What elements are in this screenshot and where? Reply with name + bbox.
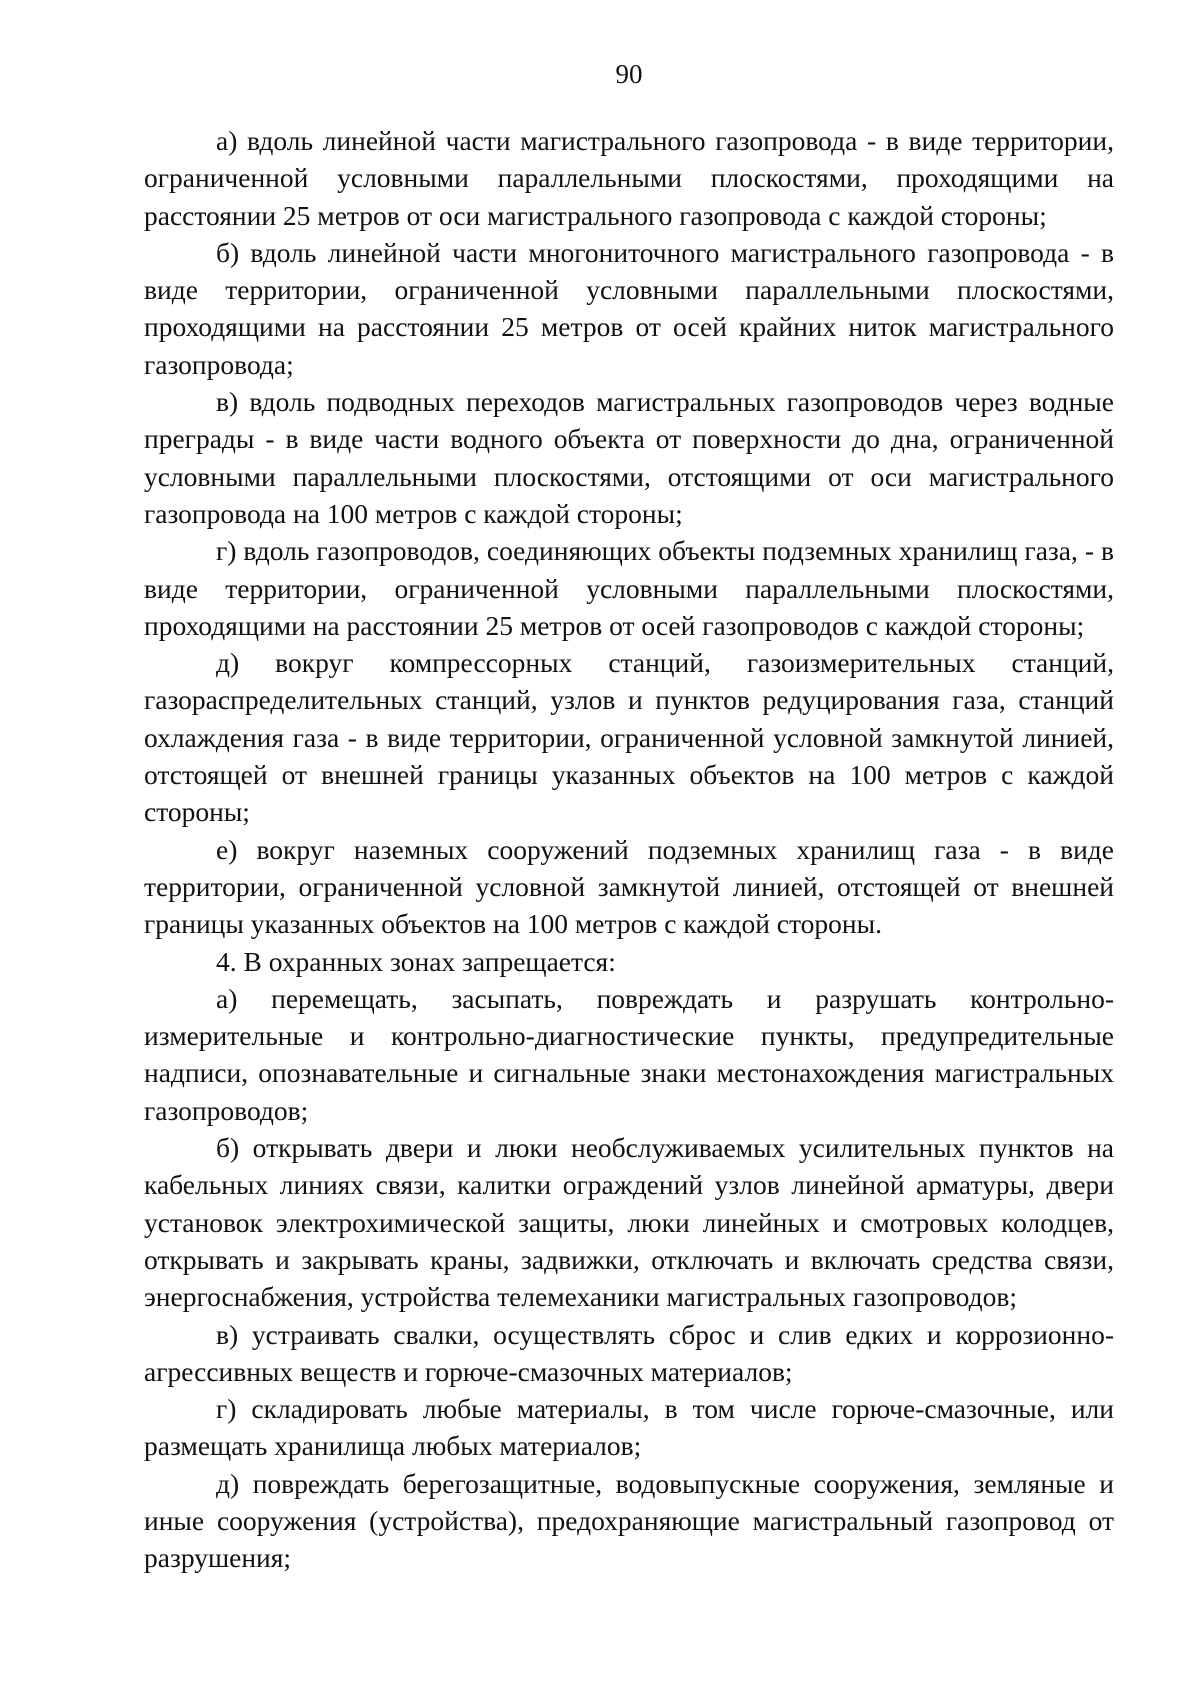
page-number: 90 — [615, 59, 643, 89]
paragraph-a-linear-part: а) вдоль линейной части магистрального газопровода - в виде территории, ограниченной условными параллельными плоскостями, проходящими на расстоянии 25 метров от оси магистрального газопровода с каждой стороны; — [144, 125, 1114, 231]
paragraph-g-storage-pipelines: г) вдоль газопроводов, соединяющих объекты подземных хранилищ газа, - в виде территории, ограниченной условными параллельными плоскостями, проходящими на расстоянии 25 метров от осей газопроводов с каждой стороны; — [144, 535, 1114, 641]
prohibition-v: в) устраивать свалки, осуществлять сброс и слив едких и коррозионно-агрессивных веществ и горюче-смазочных материалов; — [144, 1318, 1114, 1387]
prohibition-d: д) повреждать берегозащитные, водовыпускные сооружения, земляные и иные сооружения (устройства), предохраняющие магистральный газопровод от разрушения; — [144, 1467, 1114, 1574]
paragraph-b-multiline-pipeline: б) вдоль линейной части многониточного магистрального газопровода - в виде территории, ограниченной условными параллельными плоскостями, проходящими на расстоянии 25 метров от осей крайних ниток магистрального газопровода; — [144, 236, 1114, 380]
prohibition-a: а) перемещать, засыпать, повреждать и разрушать контрольно-измерительные и контрольно-диагностические пункты, предупредительные надписи, опознавательные и сигнальные знаки местонахождения магистральных газопроводов; — [144, 982, 1114, 1126]
prohibition-g: г) складировать любые материалы, в том числе горюче-смазочные, или размещать хранилища любых материалов; — [144, 1393, 1114, 1462]
document-body — [144, 122, 1114, 1577]
paragraph-v-underwater-crossings: в) вдоль подводных переходов магистральных газопроводов через водные преграды - в виде части водного объекта от поверхности до дна, ограниченной условными параллельными плоскостями, отстоящими от оси магистрального газопровода на 100 метров с каждой стороны; — [144, 386, 1114, 529]
paragraph-d-compressor-stations: д) вокруг компрессорных станций, газоизмерительных станций, газораспределительных станций, узлов и пунктов редуцирования газа, станций охлаждения газа - в виде территории, ограниченной условной замкнутой линией, отстоящей от внешней границы указанных объектов на 100 метров с каждой стороны; — [144, 647, 1114, 828]
section-4-heading: 4. В охранных зонах запрещается: — [216, 945, 616, 977]
prohibition-b: б) открывать двери и люки необслуживаемых усилительных пунктов на кабельных линиях связи, калитки ограждений узлов линейной арматуры, двери установок электрохимической защиты, люки линейных и смотровых колодцев, открывать и закрывать краны, задвижки, отключать и включать средства связи, энергоснабжения, устройства телемеханики магистральных газопроводов; — [144, 1132, 1114, 1313]
paragraph-e-ground-structures: е) вокруг наземных сооружений подземных хранилищ газа - в виде территории, ограниченной условной замкнутой линией, отстоящей от внешней границы указанных объектов на 100 метров с каждой стороны. — [144, 833, 1114, 940]
